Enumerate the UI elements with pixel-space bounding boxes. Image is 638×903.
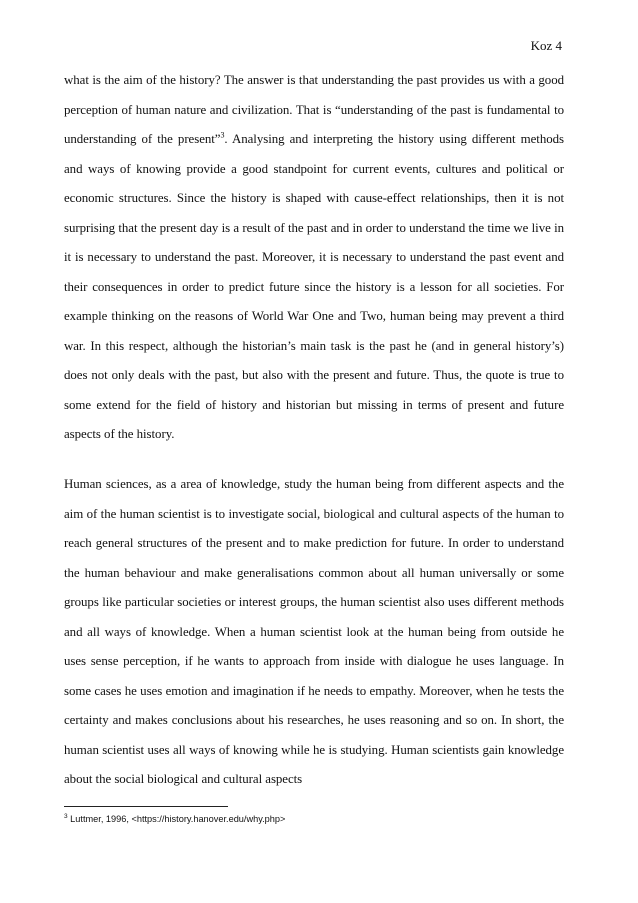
footnote-reference[interactable]: 3 <box>220 130 225 140</box>
footnote <box>64 813 285 825</box>
footnote-separator <box>64 806 228 807</box>
paragraph-1-text-before-note: what is the aim of the history? The answer is that understanding the past provides us with a good perception of human nature and civilization. That is “understanding of the past is fundamental to understanding of the present” <box>64 73 564 146</box>
paragraph-1-text-after-note: . Analysing and interpreting the history using different methods and ways of knowing provide a good standpoint for current events, cultures and political or economic structures. Since the history is shaped with cause-effect relationships, then it is not surprising that the present day is a result of the past and in order to understand the time we live in it is necessary to understand the past. Moreover, it is necessary to understand the past event and their consequences in order to predict future since the history is a lesson for all societies. For example thinking on the reasons of World War One and Two, human being may prevent a third war. In this respect, although the historian’s main task is the past he (and in general history’s) does not only deals with the past, but also with the present and future. Thus, the quote is true to some extend for the field of history and historian but missing in terms of present and future aspects of the history. <box>64 132 564 441</box>
paragraph-2-text: Human sciences, as a area of knowledge, study the human being from different aspects and the aim of the human scientist is to investigate social, biological and cultural aspects of the human to reach general structures of the present and to make prediction for future. In order to understand the human behaviour and make generalisations common about all human universally or some groups like particular societies or interest groups, the human scientist also uses different methods and all ways of knowledge. When a human scientist look at the human being from outside he uses sense perception, if he wants to approach from inside with dialogue he uses language. In some cases he uses emotion and imagination if he needs to empathy. Moreover, when he tests the certainty and makes conclusions about his researches, he uses reasoning and so on. In short, the human scientist uses all ways of knowing while he is studying. Human scientists gain knowledge about the social biological and cultural aspects <box>64 477 564 786</box>
page-header <box>531 38 562 54</box>
paragraph-1 <box>64 66 564 450</box>
page-number-label: Koz 4 <box>530 38 562 53</box>
footnote-text: Luttmer, 1996, <https://history.hanover.edu/why.php> <box>67 814 286 824</box>
paragraph-2 <box>64 470 564 795</box>
footnote-number: 3 <box>64 812 68 820</box>
